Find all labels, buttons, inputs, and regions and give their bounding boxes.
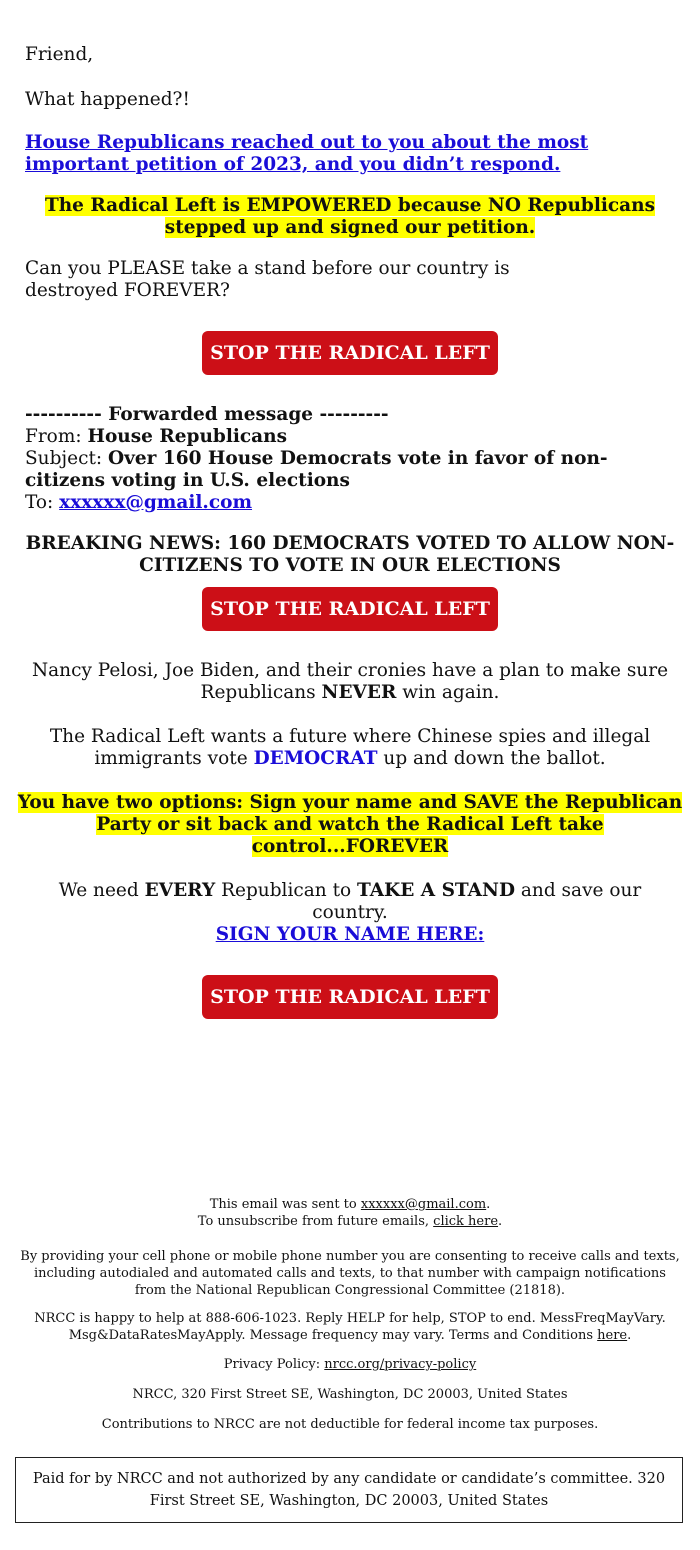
greeting: Friend, xyxy=(25,44,94,65)
sign-name-link[interactable]: SIGN YOUR NAME HERE: xyxy=(215,924,485,945)
footer-email-link[interactable]: xxxxxx@gmail.com xyxy=(360,1197,487,1212)
forwarded-message xyxy=(25,404,675,514)
highlight-two-options xyxy=(15,792,685,858)
future-paragraph: The Radical Left wants a future where Chinese spies and illegal immigrants vote DEMOCRAT up and down the ballot. xyxy=(49,726,651,769)
stop-radical-left-button-2[interactable]: STOP THE RADICAL LEFT xyxy=(202,587,498,631)
footer-privacy: Privacy Policy: nrcc.org/privacy-policy xyxy=(223,1357,477,1372)
footer-help: NRCC is happy to help at 888-606-1023. Reply HELP for help, STOP to end. MessFreqMayVary. Msg&DataRatesMayApply. Message frequency may vary. Terms and Conditions here. xyxy=(34,1311,666,1343)
sign-name-link-row xyxy=(25,924,675,946)
forwarded-from: From: House Republicans xyxy=(25,426,288,447)
privacy-policy-link[interactable]: nrcc.org/privacy-policy xyxy=(324,1357,477,1372)
stop-radical-left-button-3[interactable]: STOP THE RADICAL LEFT xyxy=(202,975,498,1019)
every-republican-paragraph: We need EVERY Republican to TAKE A STAND and save our country. xyxy=(58,880,642,923)
footer-sent-info: This email was sent to xxxxxx@gmail.com. To unsubscribe from future emails, click here. xyxy=(197,1197,503,1229)
forwarded-subject: Subject: Over 160 House Democrats vote in favor of non-citizens voting in U.S. elections xyxy=(25,448,608,491)
pelosi-paragraph: Nancy Pelosi, Joe Biden, and their cronies have a plan to make sure Republicans NEVER win again. xyxy=(31,660,669,703)
highlight-two-options-text: You have two options: Sign your name and SAVE the Republican Party or sit back and watch the Radical Left take control...FOREVER xyxy=(17,792,683,857)
footer-contributions: Contributions to NRCC are not deductible for federal income tax purposes. xyxy=(101,1417,599,1432)
unsubscribe-link[interactable]: click here xyxy=(433,1214,499,1229)
lead-link[interactable]: House Republicans reached out to you about the most important petition of 2023, and you didn’t respond. xyxy=(25,132,589,175)
highlight-empowered xyxy=(25,195,675,239)
paid-for-disclaimer: Paid for by NRCC and not authorized by any candidate or candidate’s committee. 320 First Street SE, Washington, DC 20003, United States xyxy=(15,1457,683,1523)
footer-consent: By providing your cell phone or mobile phone number you are consenting to receive calls and texts, including autodialed and automated calls and texts, to that number with campaign notifications from the National Republican Congressional Committee (21818). xyxy=(20,1249,680,1298)
plea-text: Can you PLEASE take a stand before our country is destroyed FOREVER? xyxy=(25,258,510,301)
forwarded-to: To: xxxxxx@gmail.com xyxy=(25,492,253,513)
what-happened-text: What happened?! xyxy=(25,89,190,110)
forwarded-to-email-link[interactable]: xxxxxx@gmail.com xyxy=(59,492,253,513)
stop-radical-left-button-1[interactable]: STOP THE RADICAL LEFT xyxy=(202,331,498,375)
breaking-news-heading: BREAKING NEWS: 160 DEMOCRATS VOTED TO ALLOW NON-CITIZENS TO VOTE IN OUR ELECTIONS xyxy=(25,533,675,576)
terms-link[interactable]: here xyxy=(597,1328,628,1343)
footer-address: NRCC, 320 First Street SE, Washington, DC 20003, United States xyxy=(132,1387,568,1402)
forwarded-header: ---------- Forwarded message --------- xyxy=(25,404,389,425)
highlight-empowered-text: The Radical Left is EMPOWERED because NO Republicans stepped up and signed our petition. xyxy=(44,195,656,238)
democrat-emphasis: DEMOCRAT xyxy=(253,748,378,769)
